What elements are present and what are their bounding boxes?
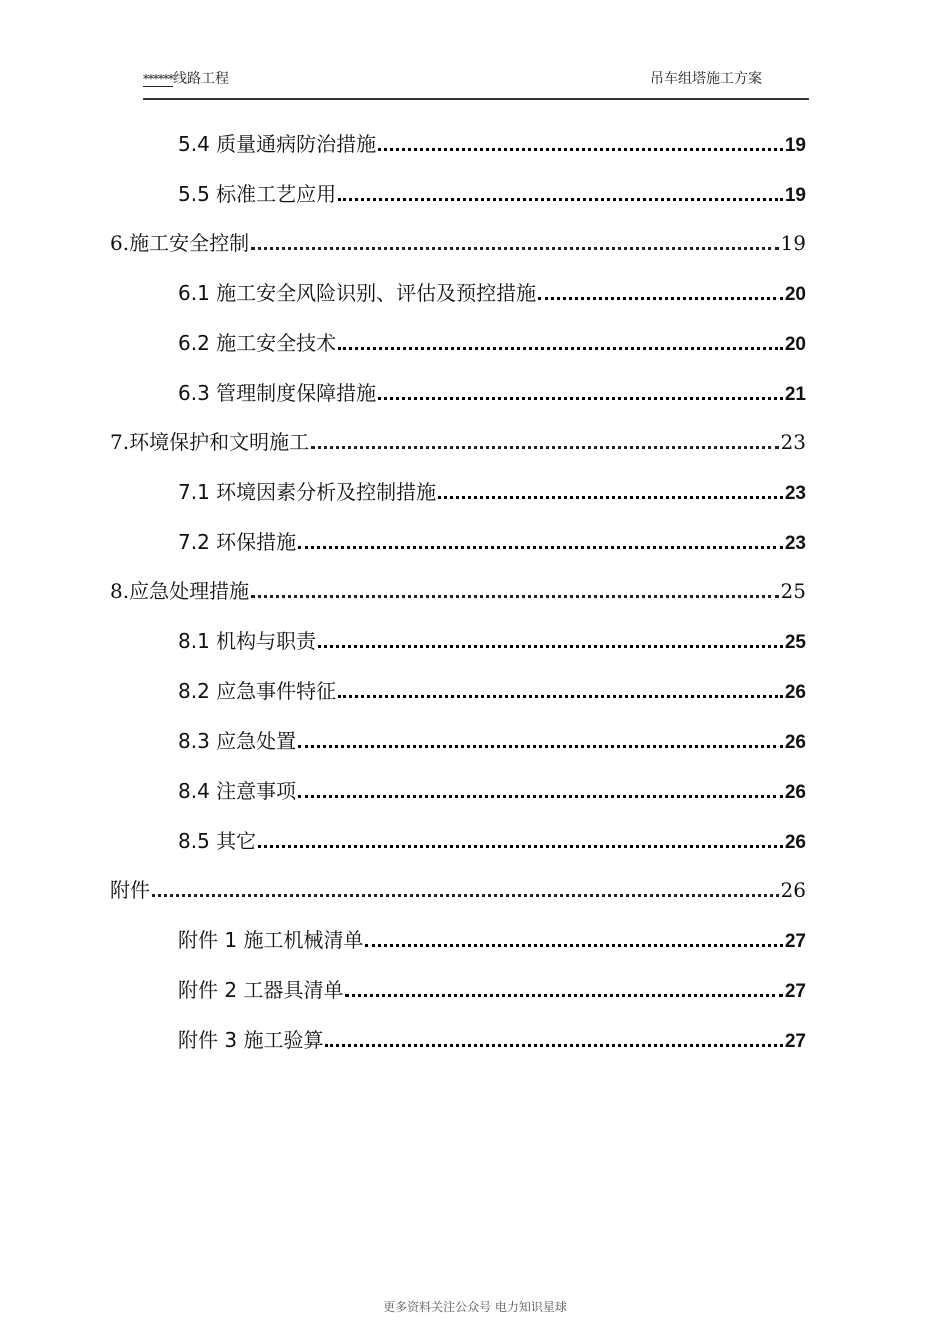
toc-entry-page: 26 [784,832,806,853]
toc-entry[interactable] [110,575,806,605]
toc-entry-label: 5.5 标准工艺应用 [178,182,337,206]
toc-entry-page: 20 [784,334,806,355]
toc-entry[interactable] [178,476,806,506]
toc-entry-label: 6.3 管理制度保障措施 [178,381,377,405]
toc-entry-label: 8.2 应急事件特征 [178,679,337,703]
toc-entry-page: 21 [784,384,806,405]
header-document-title: 吊车组塔施工方案 [650,71,762,87]
toc-entry-page: 23 [780,430,806,454]
toc-entry[interactable] [178,377,806,407]
toc-entry[interactable] [178,128,806,158]
toc-entry[interactable] [178,178,806,208]
toc-leader-dots [251,246,778,250]
toc-entry[interactable] [178,526,806,556]
toc-entry-label: 7.1 环境因素分析及控制措施 [178,480,437,504]
toc-leader-dots [298,744,783,748]
toc-leader-dots [365,943,782,947]
toc-leader-dots [251,594,778,598]
toc-leader-dots [311,445,778,449]
toc-entry-label: 5.4 质量通病防治措施 [178,132,377,156]
toc-entry-page: 25 [780,579,806,603]
toc-entry-page: 19 [784,185,806,206]
toc-entry[interactable] [110,227,806,257]
toc-entry-page: 23 [784,483,806,504]
toc-entry[interactable] [178,725,806,755]
toc-leader-dots [298,545,783,549]
toc-leader-dots [298,794,783,798]
toc-entry[interactable] [178,675,806,705]
toc-entry[interactable] [178,775,806,805]
toc-entry[interactable] [178,327,806,357]
page-footer-note: 更多资料关注公众号 电力知识星球 [383,1300,567,1314]
header-project-name [143,68,229,88]
toc-entry-label: 7.2 环保措施 [178,530,297,554]
toc-entry-label: 8.应急处理措施 [110,579,250,603]
toc-entry[interactable] [178,924,806,954]
toc-leader-dots [345,993,782,997]
toc-entry-label: 附件 [110,878,150,902]
toc-entry-page: 27 [784,981,806,1002]
toc-entry[interactable] [178,277,806,307]
toc-entry-page: 19 [780,231,806,255]
toc-entry-page: 26 [780,878,806,902]
toc-entry-label: 附件 1 施工机械清单 [178,928,364,952]
toc-entry-page: 23 [784,533,806,554]
toc-leader-dots [318,644,783,648]
toc-entry-page: 27 [784,1031,806,1052]
toc-entry-page: 25 [784,632,806,653]
toc-entry-label: 6.2 施工安全技术 [178,331,337,355]
toc-entry-label: 6.施工安全控制 [110,231,250,255]
toc-entry-page: 19 [784,135,806,156]
toc-entry[interactable] [110,874,806,904]
toc-entry-page: 20 [784,284,806,305]
toc-entry[interactable] [178,1024,806,1054]
toc-entry-label: 6.1 施工安全风险识别、评估及预控措施 [178,281,537,305]
toc-entry[interactable] [178,825,806,855]
toc-entry-page: 27 [784,931,806,952]
toc-leader-dots [378,396,783,400]
toc-entry[interactable] [110,426,806,456]
toc-leader-dots [338,694,783,698]
toc-entry-page: 26 [784,782,806,803]
toc-leader-dots [325,1043,782,1047]
toc-entry-page: 26 [784,682,806,703]
toc-leader-dots [258,844,783,848]
toc-entry-label: 7.环境保护和文明施工 [110,430,310,454]
header-project-suffix: 线路工程 [173,71,229,87]
header-project-placeholder: ****** [143,72,173,86]
toc-leader-dots [438,495,783,499]
toc-leader-dots [338,197,783,201]
page-header [143,66,809,100]
toc-leader-dots [338,346,783,350]
toc-entry-label: 附件 3 施工验算 [178,1028,324,1052]
toc-entry[interactable] [178,974,806,1004]
toc-entry[interactable] [178,625,806,655]
toc-entry-label: 8.1 机构与职责 [178,629,317,653]
toc-leader-dots [378,147,783,151]
toc-entry-page: 26 [784,732,806,753]
toc-entry-label: 8.4 注意事项 [178,779,297,803]
toc-leader-dots [152,893,779,897]
toc-entry-label: 8.3 应急处置 [178,729,297,753]
toc-entry-label: 附件 2 工器具清单 [178,978,344,1002]
toc-leader-dots [538,296,783,300]
toc-entry-label: 8.5 其它 [178,829,257,853]
